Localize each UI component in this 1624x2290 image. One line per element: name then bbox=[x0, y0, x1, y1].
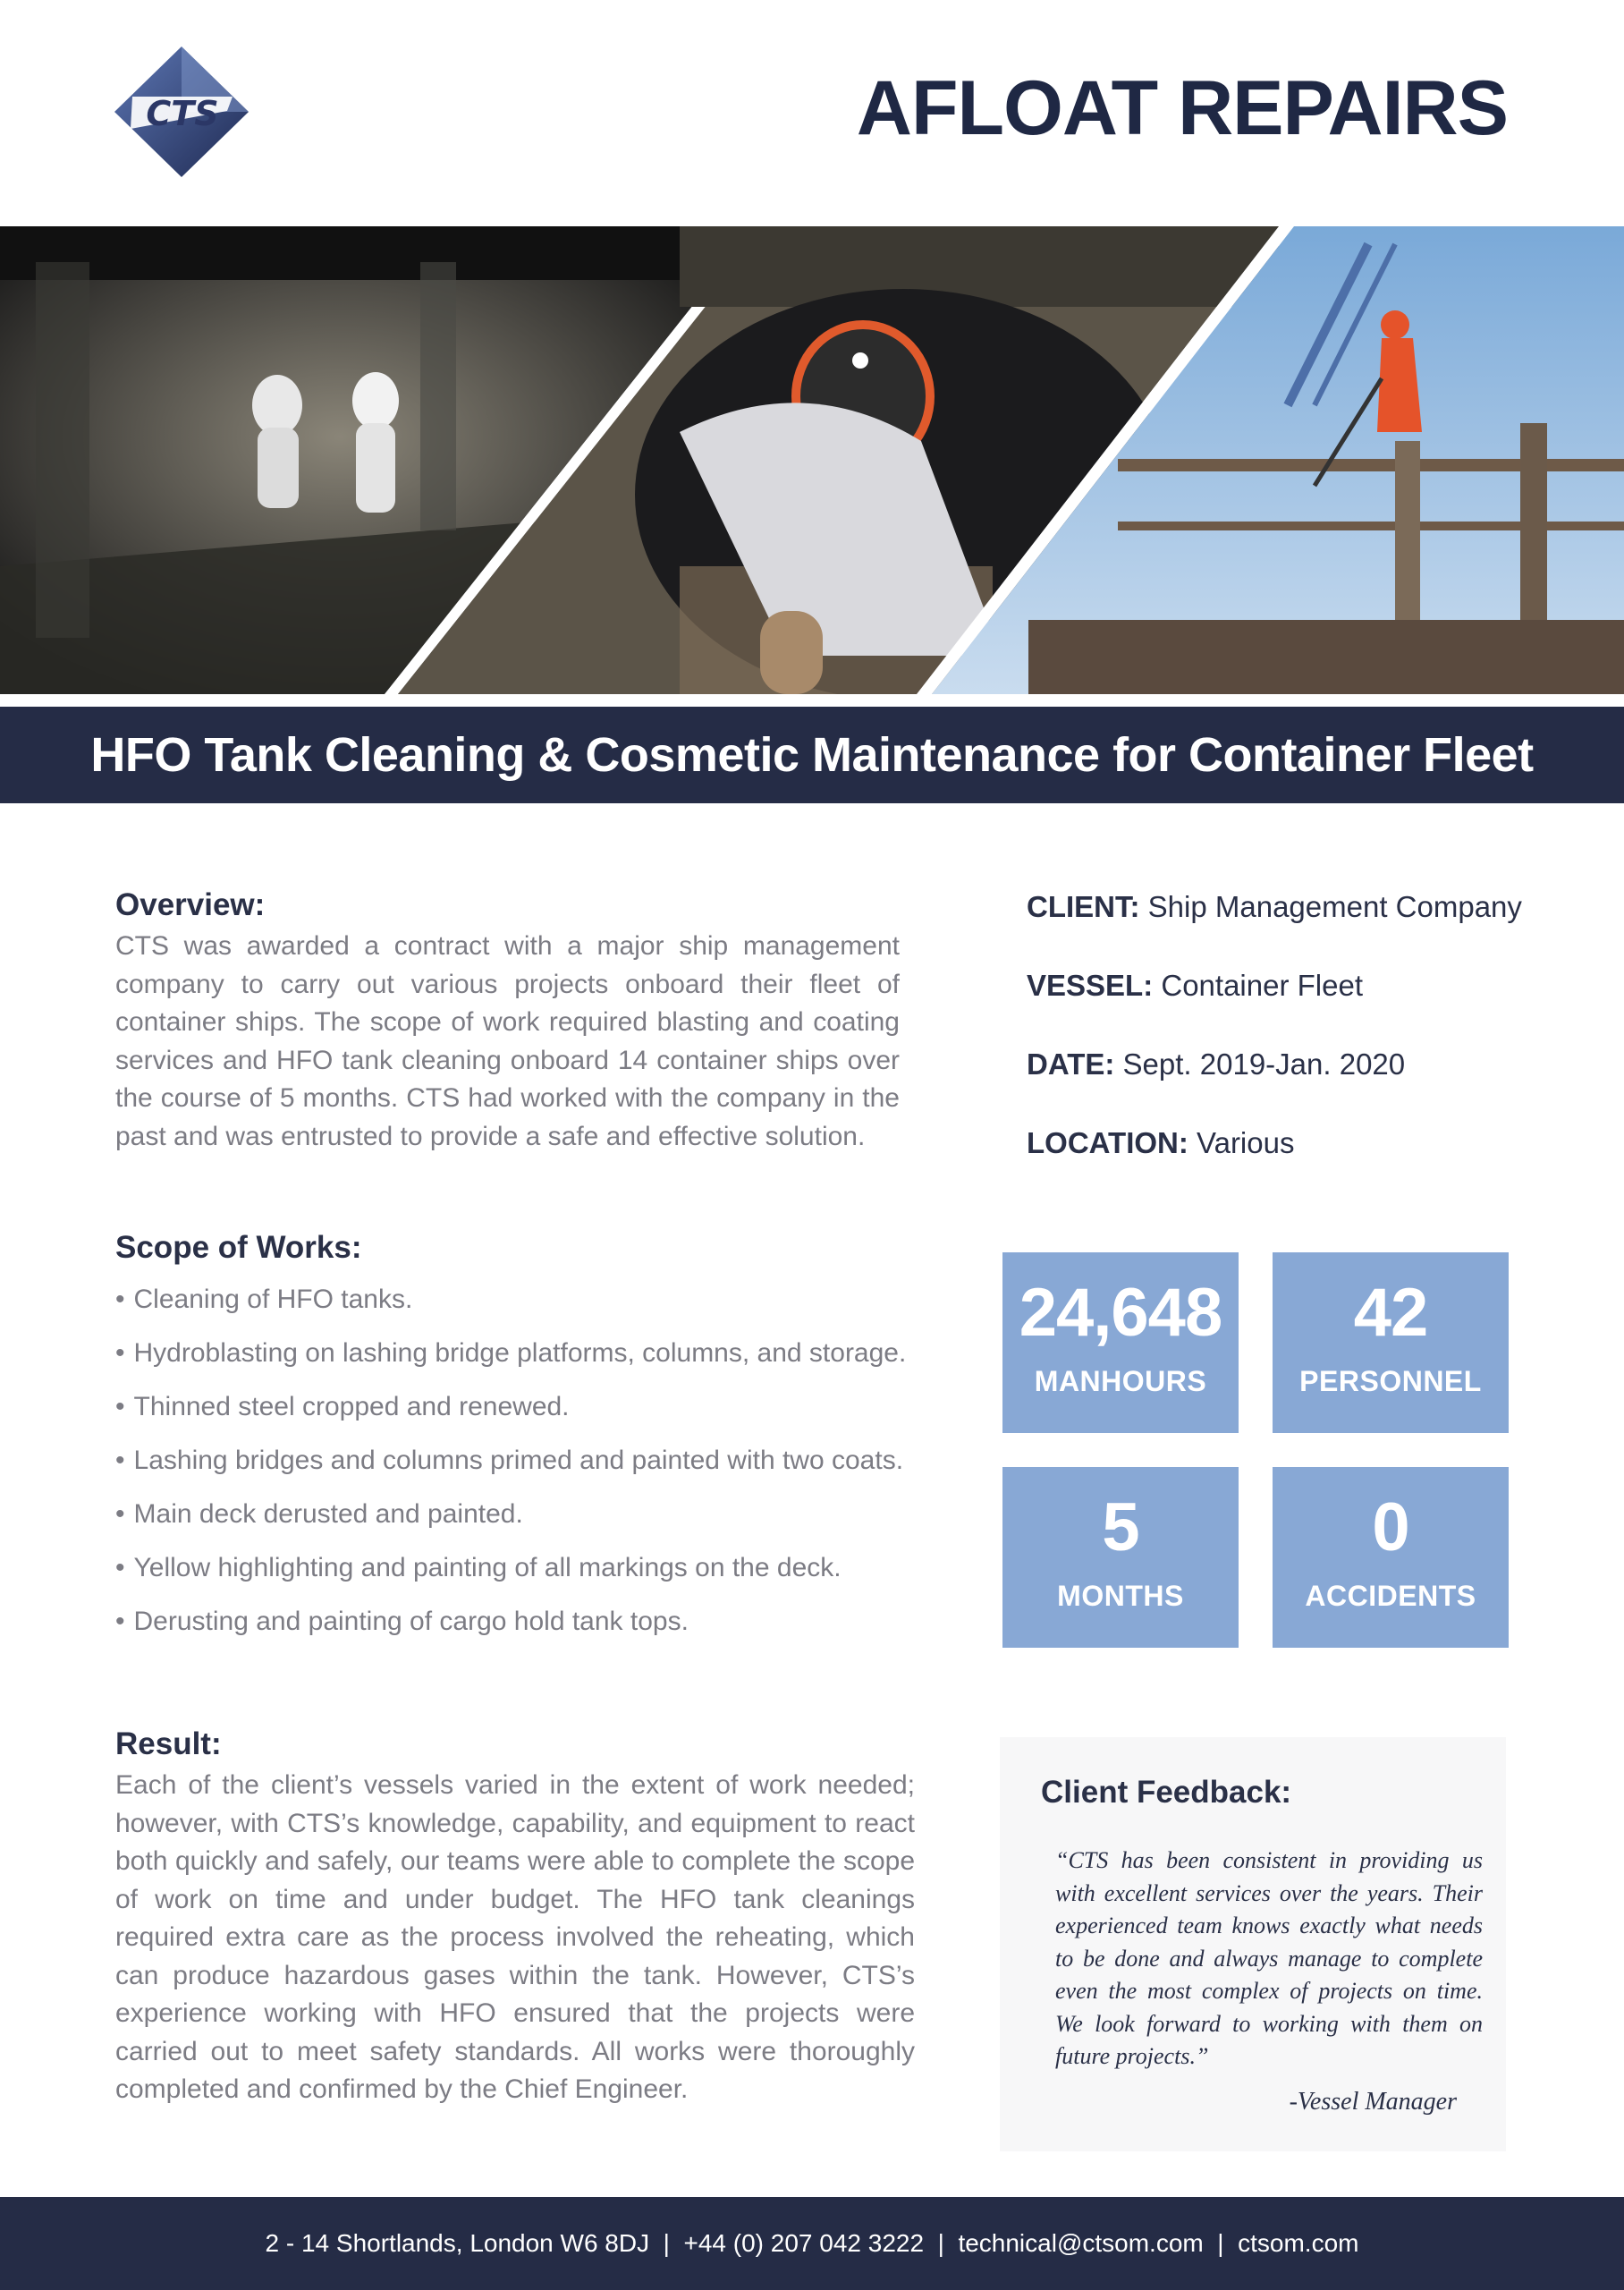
stat-manhours bbox=[1002, 1252, 1239, 1433]
stat-months bbox=[1002, 1467, 1239, 1648]
stat-value: 0 bbox=[1372, 1489, 1409, 1565]
list-item: • Main deck derusted and painted. bbox=[115, 1498, 920, 1531]
stat-label: MANHOURS bbox=[1034, 1365, 1207, 1397]
stat-label: ACCIDENTS bbox=[1305, 1580, 1476, 1612]
client-label: CLIENT: bbox=[1027, 890, 1140, 923]
vessel-label: VESSEL: bbox=[1027, 969, 1154, 1002]
location-info bbox=[1027, 1126, 1294, 1160]
cts-logo bbox=[114, 47, 249, 177]
overview-text: CTS was awarded a contract with a major ship management company to carry out various projects onboard their fleet of container ships. The scope of work required blasting and coating services and HFO tank cleaning onboard 14 container ships over the course of 5 months. CTS had worked with the company in the past and was entrusted to provide a safe and effective solution. bbox=[115, 931, 900, 1151]
feedback-signature: -Vessel Manager bbox=[1289, 2088, 1457, 2116]
list-item: • Cleaning of HFO tanks. bbox=[115, 1284, 920, 1316]
list-item: • Lashing bridges and columns primed and painted with two coats. bbox=[115, 1445, 920, 1477]
footer-contact: 2 - 14 Shortlands, London W6 8DJ | +44 (0) 207 042 3222 | technical@ctsom.com | ctsom.com bbox=[265, 2229, 1359, 2257]
svg-text:CTS: CTS bbox=[146, 94, 219, 133]
result-heading: Result: bbox=[115, 1726, 222, 1761]
stat-personnel bbox=[1273, 1252, 1509, 1433]
list-item: • Hydroblasting on lashing bridge platforms, columns, and storage. bbox=[115, 1337, 920, 1370]
stat-accidents bbox=[1273, 1467, 1509, 1648]
location-value: Various bbox=[1188, 1126, 1295, 1159]
scope-list bbox=[115, 1284, 920, 1659]
photo-strip bbox=[0, 226, 1624, 694]
stat-value: 42 bbox=[1353, 1275, 1428, 1351]
date-value: Sept. 2019-Jan. 2020 bbox=[1114, 1047, 1406, 1081]
scope-heading: Scope of Works: bbox=[115, 1230, 362, 1265]
result-text: Each of the client’s vessels varied in the extent of work needed; however, with CTS’s knowledge, capability, and equipment to react both quickly and safely, our teams were able to complete the scope of work on time and under budget. The HFO tank cleanings required extra care as the process involved the reheating, which can produce hazardous gases within the tank. However, CTS’s experience working with HFO ensured that the projects were carried out to meet safety standards. All works were thoroughly completed and confirmed by the Chief Engineer. bbox=[115, 1770, 915, 2104]
feedback-heading: Client Feedback: bbox=[1041, 1775, 1292, 1810]
client-feedback-box bbox=[1000, 1737, 1506, 2151]
list-item: • Yellow highlighting and painting of all markings on the deck. bbox=[115, 1552, 920, 1584]
date-label: DATE: bbox=[1027, 1047, 1115, 1081]
overview-heading: Overview: bbox=[115, 887, 266, 922]
vessel-info bbox=[1027, 969, 1363, 1003]
project-title-band bbox=[0, 707, 1624, 803]
list-item: • Derusting and painting of cargo hold tank tops. bbox=[115, 1606, 920, 1638]
stat-label: MONTHS bbox=[1057, 1580, 1184, 1612]
stat-value: 5 bbox=[1102, 1489, 1139, 1565]
document-title: AFLOAT REPAIRS bbox=[856, 65, 1508, 151]
project-title: HFO Tank Cleaning & Cosmetic Maintenance for Container Fleet bbox=[90, 728, 1534, 782]
vessel-value: Container Fleet bbox=[1153, 969, 1363, 1002]
stat-label: PERSONNEL bbox=[1299, 1365, 1482, 1397]
footer-bar bbox=[0, 2197, 1624, 2290]
client-value: Ship Management Company bbox=[1139, 890, 1522, 923]
location-label: LOCATION: bbox=[1027, 1126, 1188, 1159]
client-info bbox=[1027, 890, 1522, 924]
date-info bbox=[1027, 1047, 1405, 1081]
stat-value: 24,648 bbox=[1019, 1275, 1222, 1351]
list-item: • Thinned steel cropped and renewed. bbox=[115, 1391, 920, 1423]
feedback-quote: “CTS has been consistent in providing us with excellent services over the years. Their experienced team knows exactly what needs to be done and always manage to complete even the most complex of projects on time. We look forward to working with them on future projects.” bbox=[1055, 1847, 1483, 2069]
